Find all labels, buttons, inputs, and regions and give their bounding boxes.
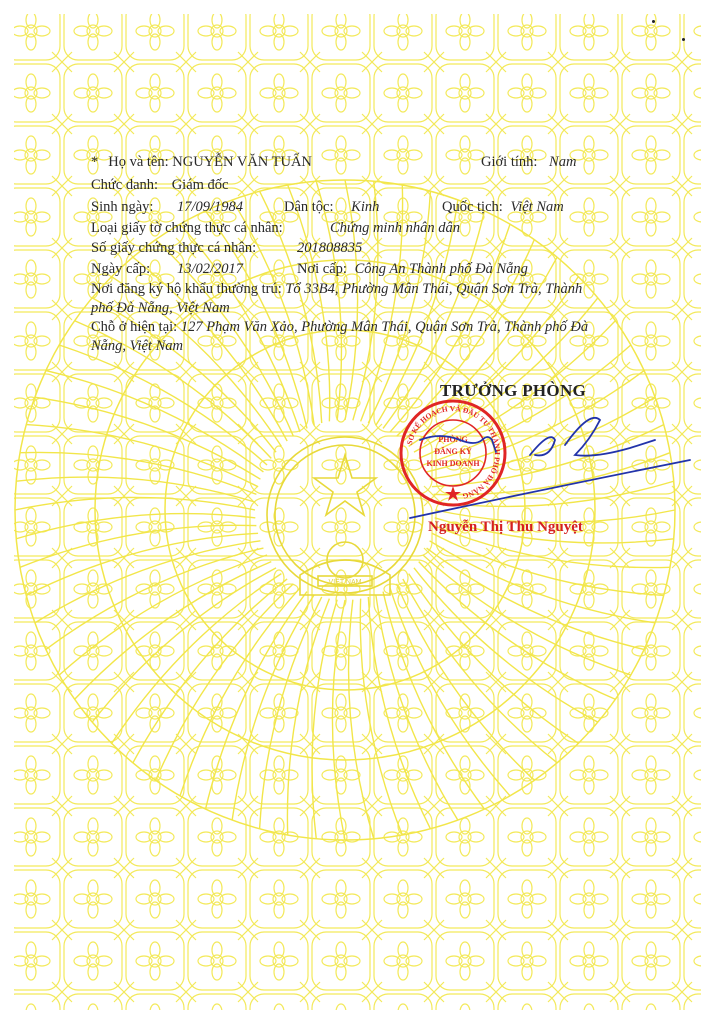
current-address-line	[91, 319, 588, 336]
nationality-label: Quốc tịch:	[442, 199, 503, 215]
seal-center-line: PHÒNG	[438, 435, 468, 444]
title-line	[91, 177, 228, 194]
gender-value: Nam	[549, 154, 577, 170]
residence-value: Tổ 33B4, Phường Mân Thái, Quận Sơn Trà, Thành	[285, 281, 583, 297]
gender-field	[481, 154, 576, 171]
idtype-line	[91, 220, 283, 237]
issue-place-label: Nơi cấp:	[297, 261, 347, 277]
issue-date-label: Ngày cấp:	[91, 261, 151, 277]
current-address-value: 127 Phạm Văn Xảo, Phường Mân Thái, Quận Sơn Trà, Thành phố Đà	[180, 319, 589, 335]
seal-center-line: ĐĂNG KÝ	[434, 447, 472, 456]
bullet-mark: *	[91, 154, 99, 170]
issue-place-field	[297, 261, 528, 278]
signer-name: Nguyễn Thị Thu Nguyệt	[428, 519, 583, 535]
seal-center-line: KINH DOANH	[426, 459, 480, 468]
signer-position: TRƯỞNG PHÒNG	[440, 381, 587, 400]
name-line	[91, 154, 312, 171]
idtype-value: Chứng minh nhân dân	[330, 220, 460, 236]
issue-date-line	[91, 261, 150, 278]
dob-line	[91, 199, 153, 216]
ethnic-field	[284, 199, 379, 216]
residence-line	[91, 281, 582, 298]
name-value: NGUYỄN VĂN TUẤN	[172, 154, 312, 170]
idno-value: 201808835	[297, 240, 363, 256]
issue-place-value: Công An Thành phố Đà Nẵng	[354, 261, 528, 277]
residence-value-continued: phố Đà Nẵng, Việt Nam	[91, 300, 230, 316]
nationality-value: Việt Nam	[510, 199, 564, 215]
issue-date-value: 13/02/2017	[177, 261, 244, 277]
current-address-label: Chỗ ở hiện tại:	[91, 319, 178, 335]
nationality-field	[442, 199, 564, 216]
emblem-text: VIỆT NAM	[328, 579, 362, 586]
gender-label: Giới tính:	[481, 154, 538, 170]
residence-label: Nơi đăng ký hộ khẩu thường trú:	[91, 281, 282, 297]
idtype-label: Loại giấy tờ chứng thực cá nhân:	[91, 220, 283, 236]
handwritten-signature	[400, 410, 700, 520]
dob-value: 17/09/1984	[177, 199, 244, 215]
title-label: Chức danh:	[91, 177, 159, 193]
corner-mark	[682, 38, 685, 41]
title-value: Giám đốc	[171, 177, 229, 193]
idno-line	[91, 240, 256, 257]
seal-ring-text: SỞ KẾ HOẠCH VÀ ĐẦU TƯ THÀNH PHỐ ĐÀ NẴNG	[404, 403, 503, 501]
corner-mark	[652, 20, 655, 23]
ethnic-value: Kinh	[351, 199, 380, 215]
name-label: Họ và tên:	[108, 154, 169, 170]
current-address-value-continued: Nẵng, Việt Nam	[91, 338, 183, 354]
idno-label: Số giấy chứng thực cá nhân:	[91, 240, 257, 256]
dob-label: Sinh ngày:	[91, 199, 154, 215]
ethnic-label: Dân tộc:	[284, 199, 334, 215]
